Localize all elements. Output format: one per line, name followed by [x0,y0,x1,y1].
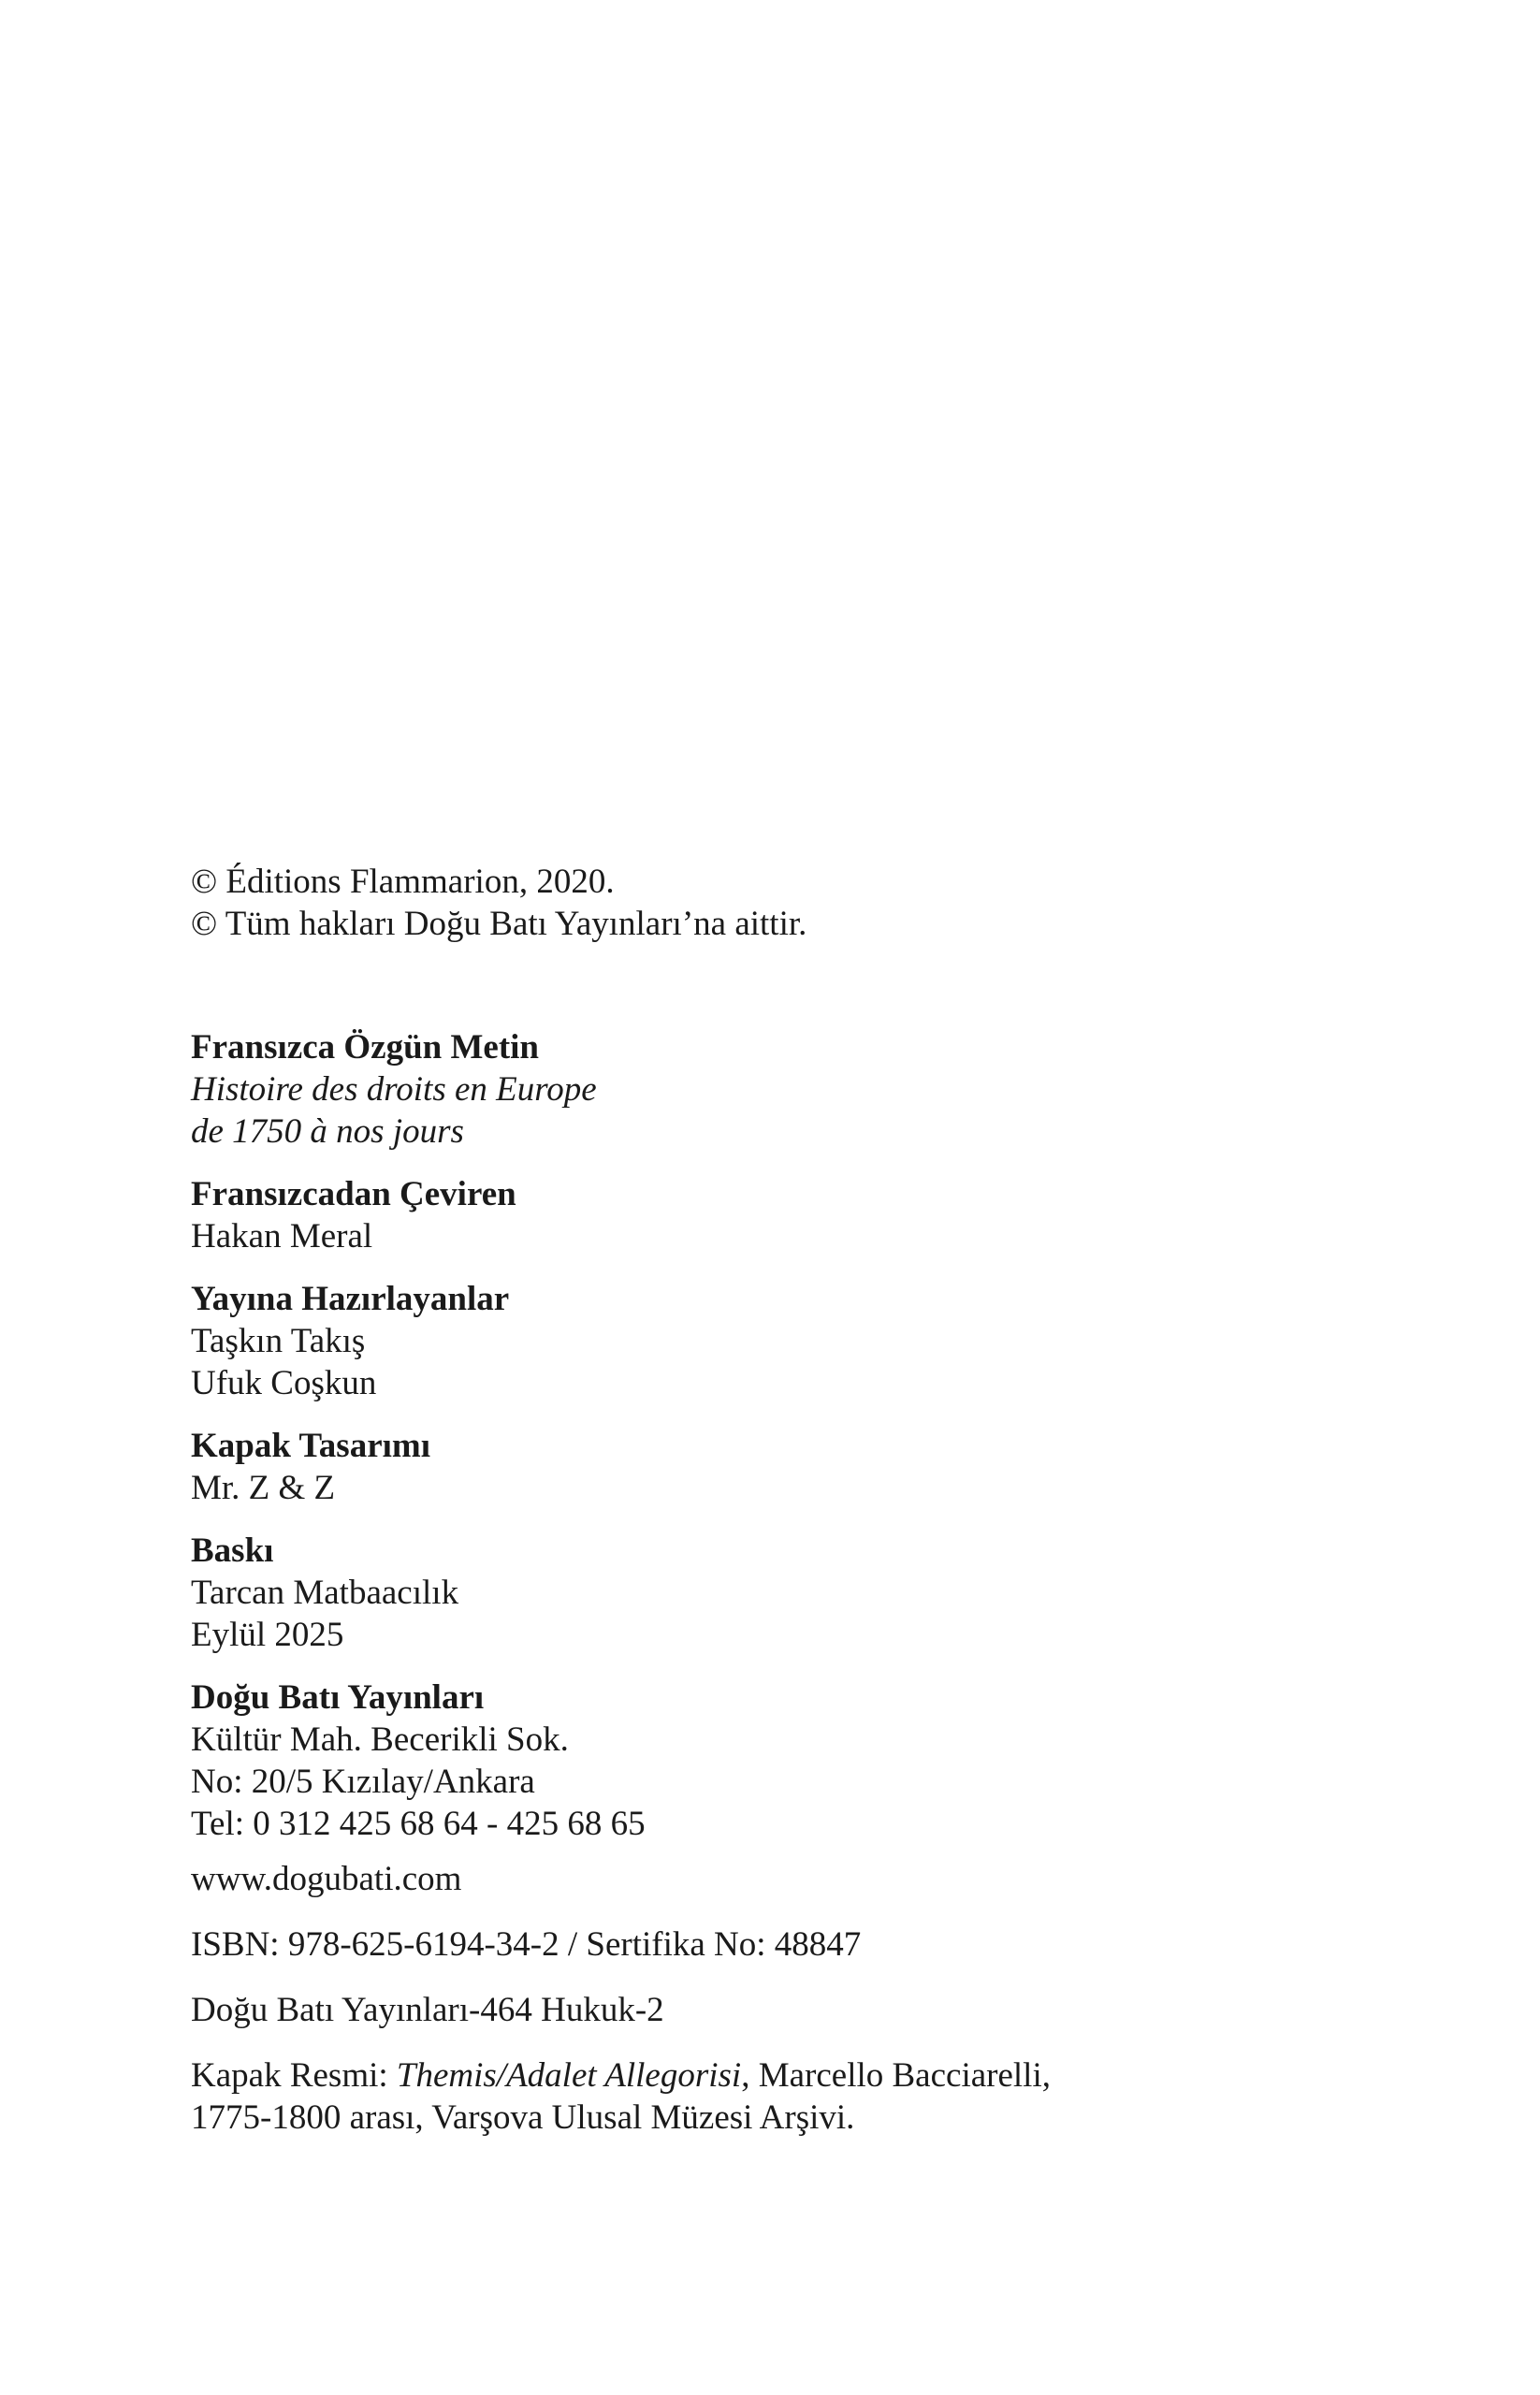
translator-heading: Fransızcadan Çeviren [191,1175,516,1213]
isbn-text: ISBN: 978-625-6194-34-2 / Sertifika No: 48847 [191,1925,862,1964]
translator-name: Hakan Meral [191,1217,373,1256]
translator-section [191,1173,1407,1257]
publisher-phone: Tel: 0 312 425 68 64 - 425 68 65 [191,1805,646,1843]
publisher-address-line-1: Kültür Mah. Becerikli Sok. [191,1720,569,1759]
cover-art-section [191,2054,1407,2139]
editor-name: Taşkın Takış [191,1322,366,1360]
series-section [191,1989,1407,2031]
original-title-line-2: de 1750 à nos jours [191,1112,464,1151]
editor-name: Ufuk Coşkun [191,1364,377,1402]
publisher-section [191,1676,1407,1845]
editors-section [191,1278,1407,1404]
publisher-address-line-2: No: 20/5 Kızılay/Ankara [191,1763,535,1801]
series-text: Doğu Batı Yayınları-464 Hukuk-2 [191,1991,664,2029]
cover-art-line-1 [191,2054,1407,2097]
original-text-section [191,1026,1407,1153]
editors-heading: Yayına Hazırlayanlar [191,1280,510,1318]
cover-designer-name: Mr. Z & Z [191,1469,336,1507]
copyright-translation-text: © Tüm hakları Doğu Batı Yayınları’na aittir. [191,905,807,943]
original-title-line-1: Histoire des droits en Europe [191,1070,597,1109]
cover-art-line-2: 1775-1800 arası, Varşova Ulusal Müzesi Arşivi. [191,2098,855,2137]
cover-art-prefix: Kapak Resmi: [191,2056,397,2095]
print-section [191,1530,1407,1656]
website-section [191,1858,1407,1900]
original-text-heading: Fransızca Özgün Metin [191,1028,540,1067]
cover-art-title: Themis/Adalet Allegorisi [396,2056,742,2095]
cover-design-section [191,1425,1407,1509]
isbn-section [191,1923,1407,1966]
copyright-original [191,861,1407,903]
cover-design-heading: Kapak Tasarımı [191,1427,431,1465]
colophon-block [191,861,1407,2139]
publisher-heading: Doğu Batı Yayınları [191,1678,485,1717]
copyright-original-text: © Éditions Flammarion, 2020. [191,863,615,901]
printer-name: Tarcan Matbaacılık [191,1574,459,1612]
print-date: Eylül 2025 [191,1616,344,1654]
copyright-translation [191,903,1407,945]
print-heading: Baskı [191,1531,274,1570]
publisher-website: www.dogubati.com [191,1860,462,1898]
cover-art-artist: , Marcello Bacciarelli, [741,2056,1051,2095]
